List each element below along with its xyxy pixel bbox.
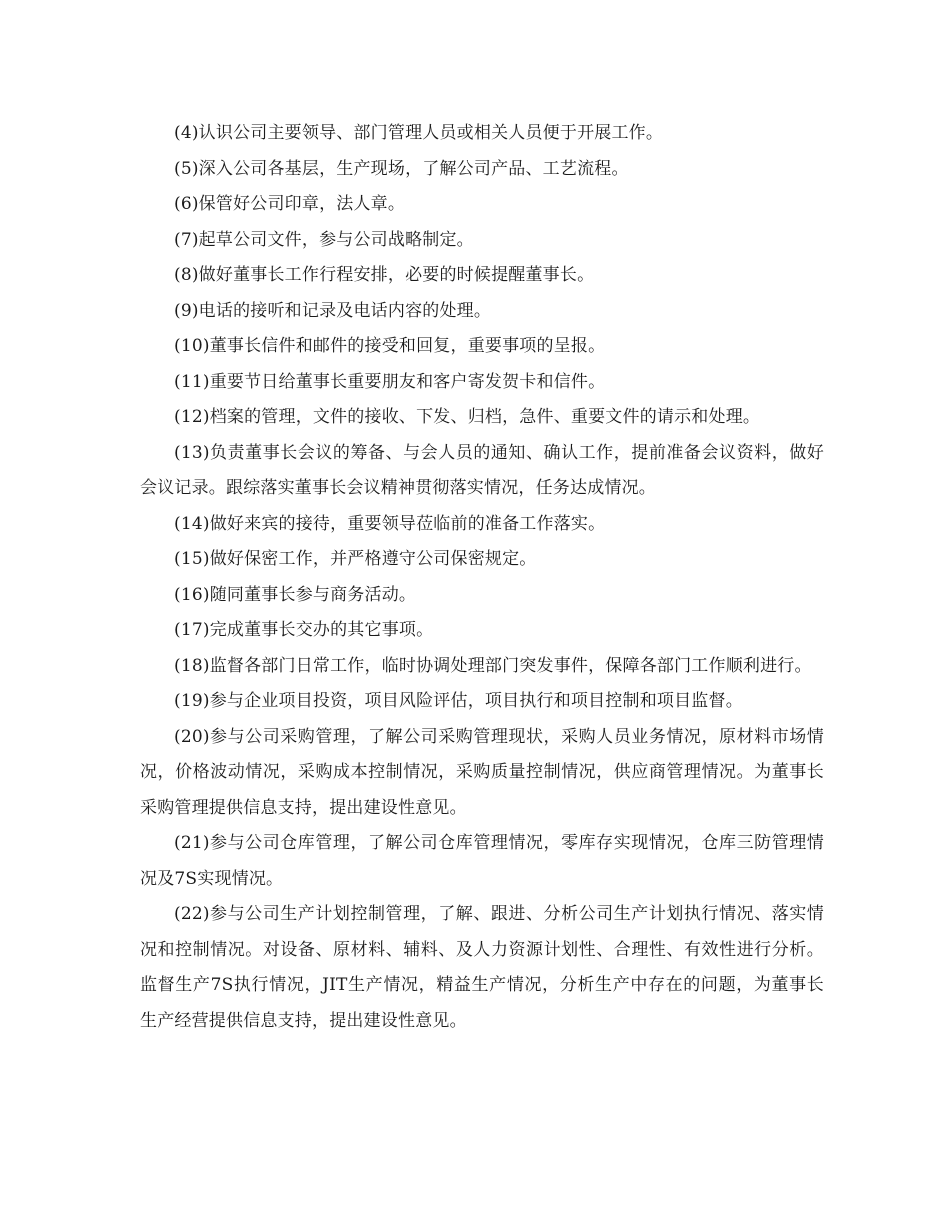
paragraph-item-9: (9)电话的接听和记录及电话内容的处理。 [174, 300, 492, 321]
paragraph-item-10: (10)董事长信件和邮件的接受和回复，重要事项的呈报。 [174, 336, 606, 356]
paragraph-item-16: (16)随同董事长参与商务活动。 [174, 584, 417, 605]
paragraph-item-19: (19)参与企业项目投资，项目风险评估，项目执行和项目控制和项目监督。 [174, 691, 743, 711]
paragraph-item-15: (15)做好保密工作，并严格遵守公司保密规定。 [174, 549, 537, 569]
paragraph-item-18: (18)监督各部门日常工作，临时协调处理部门突发事件，保障各部门工作顺利进行。 [174, 655, 812, 676]
paragraph-item-17: (17)完成董事长交办的其它事项。 [174, 620, 434, 640]
paragraph-item-5: (5)深入公司各基层，生产现场，了解公司产品、工艺流程。 [174, 158, 629, 179]
paragraph-item-4: (4)认识公司主要领导、部门管理人员或相关人员便于开展工作。 [174, 123, 664, 143]
paragraph-item-7: (7)起草公司文件，参与公司战略制定。 [174, 229, 474, 250]
document-body [140, 116, 824, 1039]
paragraph-item-14: (14)做好来宾的接待，重要领导莅临前的准备工作落实。 [174, 513, 606, 534]
paragraph-item-6: (6)保管好公司印章，法人章。 [174, 194, 406, 214]
paragraph-item-13: (13)负责董事长会议的筹备、与会人员的通知、确认工作，提前准备会议资料，做好会议记录。跟综落实董事长会议精神贯彻落实情况，任务达成情况。 [140, 442, 824, 498]
paragraph-item-8: (8)做好董事长工作行程安排，必要的时候提醒董事长。 [174, 265, 595, 285]
paragraph-item-12: (12)档案的管理，文件的接收、下发、归档，急件、重要文件的请示和处理。 [174, 407, 761, 427]
paragraph-item-11: (11)重要节日给董事长重要朋友和客户寄发贺卡和信件。 [174, 371, 606, 392]
paragraph-item-22: (22)参与公司生产计划控制管理，了解、跟进、分析公司生产计划执行情况、落实情况和控制情况。对设备、原材料、辅料、及人力资源计划性、合理性、有效性进行分析。监督生产7S执行情况，JIT生产情况，精益生产情况，分析生产中存在的问题，为董事长生产经营提供信息支持，提出建设性意见。 [140, 904, 824, 1031]
paragraph-item-20: (20)参与公司采购管理，了解公司采购管理现状，采购人员业务情况，原材料市场情况，价格波动情况，采购成本控制情况，采购质量控制情况，供应商管理情况。为董事长采购管理提供信息支持，提出建设性意见。 [140, 726, 824, 818]
paragraph-item-21: (21)参与公司仓库管理，了解公司仓库管理情况，零库存实现情况，仓库三防管理情况及7S实现情况。 [140, 833, 824, 889]
